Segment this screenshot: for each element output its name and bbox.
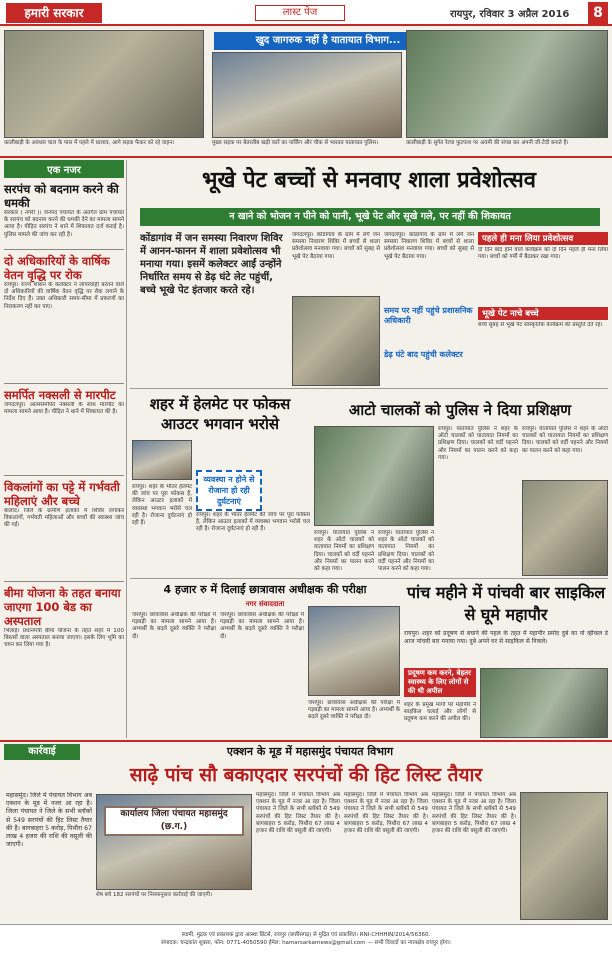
section-divider — [0, 156, 612, 158]
bottom-photo — [520, 792, 608, 920]
side-box-head: भूखे पेट नाचे बच्चे — [478, 307, 608, 320]
exam-body: जशपुर। छात्रावास अधीक्षक की परीक्षा में गड़बड़ी का मामला सामने आया है। अभ्यर्थी के बदले दूसरे व्यक्ति ने परीक्षा दी। — [308, 700, 400, 721]
auto-body: रायपुर। यातायात पुलिस ने शहर के ऑटो चालकों को यातायात नियमों का प्रशिक्षण दिया। चालकों को वर्दी पहनने और नियमों का पालन करने को कहा गया। — [438, 426, 518, 461]
traffic-photo-3 — [406, 30, 608, 138]
office-signboard: कार्यालय जिला पंचायत महासमुंद (छ.ग.) — [104, 806, 244, 836]
masthead: हमारी सरकार — [6, 3, 102, 23]
bottom-body: महासमुंद। जिले में पंचायत विभाग अब एक्शन के मूड में नजर आ रहा है। जिला पंचायत ने जिले के सभी ब्लॉकों से 549 सरपंचों की हिट लिस्ट तैयार की है। बागबाहरा 5 करोड़, पिथौरा 67 लाख 4 हजार की राशि की वसूली की जाएगी। — [432, 792, 516, 835]
sidebar-body: रायपुर। राज्य शासन के कलेक्टर ने लापरवाही बरतने वाले दो अधिकारियों की वार्षिक वेतन वृद्धि पर रोक लगाने के निर्देश दिए हैं। उक्त अधिकारी समय-सीमा में प्रकरणों का निराकरण नहीं कर पाए। — [4, 282, 124, 310]
bottom-headline: साढ़े पांच सौ बकाएदार सरपंचों की हिट लिस्ट तैयार — [129, 764, 483, 786]
mayor-box — [404, 668, 476, 697]
mayor-box-head: प्रदूषण कम करने, बेहतर स्वास्थ्य के लिए लोगों से की थी अपील — [404, 668, 476, 697]
divider — [4, 249, 124, 250]
sidebar-headline: समर्पित नक्सली से मारपीट — [4, 388, 116, 402]
mayor-lede: रायपुर। शहर को प्रदूषण से बचाने की पहल के तहत में महापौर प्रमोद दुबे का नो व्हीकल डे आज पांचवी बार मनाया गया। दुबे अपने घर से साइकिल से निकले। — [404, 630, 608, 645]
imprint-line: स्वामी, मुद्रक एवं प्रकाशक द्वारा आस्था प्रिंटर्स, रायपुर (छत्तीसगढ़) से मुद्रित एवं प्रकाशित। RNI-CHHHIN/2014/56360. — [181, 932, 431, 938]
helmet-bubble: व्यवस्था न होने से रोजाना हो रही दुर्घटनाएं — [196, 470, 262, 511]
photo-caption-2: मुख्य सड़क पर बेतरतीब खड़ी कारें का पार्किंग और चौक से भारतत यातायात पुलिस। — [212, 140, 379, 146]
auto-photo — [314, 426, 434, 526]
sidebar-tag: एक नजर — [4, 160, 124, 178]
lead-photo — [292, 296, 380, 386]
sidebar-headline: दो अधिकारियों के वार्षिक वेतन वृद्धि पर रोक — [4, 254, 110, 282]
auto-headline: आटो चालकों को पुलिस ने दिया प्रशिक्षण — [348, 401, 572, 419]
auto-body: रायपुर। यातायात पुलिस ने शहर के ऑटो चालकों को यातायात नियमों का प्रशिक्षण दिया। चालकों को वर्दी पहनने और नियमों का पालन करने को कहा गया। — [314, 530, 374, 573]
lead-body: जगदलपुर। कोंडागांव के ग्राम में लगे जन समस्या निवारण शिविर में बच्चों से शाला प्रवेशोत्सव मनवाया गया। बच्चों को सुबह से भूखे पेट बैठाया गया। — [292, 232, 380, 260]
exam-body: जशपुर। छात्रावास अधीक्षक की परीक्षा में गड़बड़ी का मामला सामने आया है। अभ्यर्थी के बदले दूसरे व्यक्ति ने परीक्षा दी। — [132, 612, 216, 640]
sidebar-headline: विकलांगों का पट्टे में गर्भवती महिलाएं और बच्चे — [4, 480, 120, 508]
lead-midhead: समय पर नहीं पहुंचे प्रशासनिक अधिकारी — [384, 306, 473, 325]
sidebar-body: सरकार ( नगरी )। जनपद पंचायत के अंतर्गत ग्राम पंचायत के सरपंच को बदनाम करने की धमकी देने का मामला सामने आया है। पीड़ित सरपंच ने थाने में शिकायत दर्ज कराई है। पुलिस मामले की जांच कर रही है। — [4, 210, 124, 238]
helmet-body: रायपुर। शहर के भीतर हेलमेट की जांच पर पूरा फोकस है, लेकिन आउटर इलाकों में व्यवस्था भगवान भरोसे चल रही है। रोजाना दुर्घटनाएं हो रही हैं। — [132, 484, 192, 527]
page-number: 8 — [588, 2, 608, 24]
section-divider — [0, 740, 612, 742]
bottom-tag: कार्रवाई — [4, 744, 80, 760]
column-rule — [126, 160, 127, 738]
dateline: रायपुर, रविवार 3 अप्रैल 2016 — [450, 9, 570, 20]
sidebar-headline: सरपंच को बदनाम करने की धमकी — [4, 182, 119, 210]
traffic-photo-1 — [4, 30, 204, 138]
side-box-head: पहले ही मना लिया प्रवेशोत्सव — [478, 232, 608, 245]
traffic-photo-2 — [212, 52, 402, 138]
lead-subhead: न खाने को भोजन न पीने को पानी, भूखे पेट और सूखे गले, पर नहीं की शिकायत — [140, 208, 600, 226]
divider — [4, 475, 124, 476]
side-box-body: दो दिन बाद होने वाले कार्यक्रम को दो दिन पहले ही मना लिया गया। बच्चों को गर्मी में बैठाकर रखा गया। — [478, 247, 608, 261]
mayor-body: शहर के प्रमुख मार्गों पर महापौर ने साइकिल चलाई और लोगों से प्रदूषण कम करने की अपील की। — [404, 702, 476, 723]
page-label: लास्ट पेज — [255, 5, 345, 21]
sidebar-body: जगदलपुर। आत्मसमर्पित नक्सली के साथ मारपीट का मामला सामने आया है। पीड़ित ने थाने में शिकायत की है। — [4, 402, 124, 416]
sidebar-body: बालोद। जिले के ग्रामीण इलाकों में शिविर लगाकर विकलांगों, गर्भवती महिलाओं और बच्चों की स्वास्थ्य जांच की गई। — [4, 508, 124, 529]
helmet-headline: शहर में हेलमेट पर फोकस आउटर भगवान भरोसे — [149, 395, 291, 433]
lead-midhead: डेढ़ घंटे बाद पहुंची कलेक्टर — [384, 350, 463, 359]
mayor-headline: पांच महीने में पांचवी बार साइकिल से घूमे महापौर — [406, 583, 606, 624]
sidebar-headline: बीमा योजना के तहत बनाया जाएगा 100 बेड का अस्पताल — [4, 586, 121, 628]
lead-side-box — [478, 232, 608, 382]
helmet-body: रायपुर। शहर के भीतर हेलमेट की जांच पर पूरा फोकस है, लेकिन आउटर इलाकों में व्यवस्था भगवान भरोसे चल रही है। रोजाना दुर्घटनाएं हो रही हैं। — [196, 512, 310, 533]
bottom-kicker: एक्शन के मूड में महासमुंद पंचायत विभाग — [226, 745, 394, 758]
bottom-body: महासमुंद। जिले में पंचायत विभाग अब एक्शन के मूड में नजर आ रहा है। जिला पंचायत ने जिले के सभी ब्लॉकों से 549 सरपंचों की हिट लिस्ट तैयार की है। बागबाहरा 5 करोड़, पिथौरा 67 लाख 4 हजार की राशि की वसूली की जाएगी। — [256, 792, 340, 835]
imprint-line: संपादक: चन्द्रकांत शुक्ला, फोन: 0771-4050590 ईमेल: hamarsarkarnews@gmail.com — सभी विवादों का न्यायक्षेत्र रायपुर होगा। — [161, 940, 451, 946]
traffic-banner: खुद जागरुक नहीं है यातायात विभाग... — [214, 32, 442, 50]
lead-body: जगदलपुर। कोंडागांव के ग्राम में लगे जन समस्या निवारण शिविर में बच्चों से शाला प्रवेशोत्सव मनवाया गया। बच्चों को सुबह से भूखे पेट बैठाया गया। — [384, 232, 474, 260]
helmet-photo — [132, 440, 192, 480]
bottom-caption: शेष बचे 182 सरपंचों पर नियमानुसार कार्रवाई की जाएगी। — [96, 892, 213, 898]
auto-body: रायपुर। यातायात पुलिस ने शहर के ऑटो चालकों को यातायात नियमों का प्रशिक्षण दिया। चालकों को वर्दी पहनने और नियमों का पालन करने को कहा गया। — [522, 426, 608, 454]
sidebar-body: भिलाई। प्रधानमंत्री बीमा योजना के तहत शहर में 100 बिस्तरों वाला अस्पताल बनाया जाएगा। इसके लिए भूमि का चयन कर लिया गया है। — [4, 628, 124, 649]
news-sidebar — [4, 160, 124, 740]
bottom-body: महासमुंद। जिले में पंचायत विभाग अब एक्शन के मूड में नजर आ रहा है। जिला पंचायत ने जिले के सभी ब्लॉकों से 549 सरपंचों की हिट लिस्ट तैयार की है। बागबाहरा 5 करोड़, पिथौरा 67 लाख 4 हजार की राशि की वसूली की जाएगी। — [344, 792, 428, 835]
side-box-body: बच्चे सुबह से भूखे पेट सांस्कृतिक कार्यक्रम की प्रस्तुति देते रहे। — [478, 322, 603, 328]
lead-headline: भूखे पेट बच्चों से मनवाए शाला प्रवेशोत्सव — [202, 168, 536, 193]
divider — [130, 578, 608, 579]
exam-photo — [308, 606, 400, 696]
divider — [4, 581, 124, 582]
mayor-cycle-photo — [480, 668, 608, 738]
auto-body: रायपुर। यातायात पुलिस ने शहर के ऑटो चालकों को यातायात नियमों का प्रशिक्षण दिया। चालकों को वर्दी पहनने और नियमों का पालन करने को कहा गया। — [378, 530, 434, 573]
lead-pullquote: कोंडागांव में जन समस्या निवारण शिविर में आनन-फानन में शाला प्रवेशोत्सव भी मनाया गया। इसमें कलेक्टर आईं उन्होंने निर्धारित समय से डेढ़ घंटे लेट पहुंचीं, बच्चे भूखे पेट इंतजार करते रहे। — [140, 233, 283, 296]
imprint-footer — [0, 924, 612, 960]
auto-photo-2 — [522, 480, 608, 576]
exam-tag: नगर संवाददाता — [245, 600, 285, 608]
photo-caption-1: कालीबाड़ी के अवधस चाल के पास में पहले में धालाव, आगे सड़क फैकर को रहे वाहन। — [4, 140, 175, 146]
divider — [4, 383, 124, 384]
divider — [130, 388, 608, 389]
exam-body: जशपुर। छात्रावास अधीक्षक की परीक्षा में गड़बड़ी का मामला सामने आया है। अभ्यर्थी के बदले दूसरे व्यक्ति ने परीक्षा दी। — [220, 612, 304, 640]
bottom-body: महासमुंद। जिले में पंचायत विभाग अब एक्शन के मूड में नजर आ रहा है। जिला पंचायत ने जिले के सभी ब्लॉकों से 549 सरपंचों की हिट लिस्ट तैयार की है। बागबाहरा 5 करोड़, पिथौरा 67 लाख 4 हजार की राशि की वसूली की जाएगी। — [6, 792, 92, 849]
photo-caption-3: कालीबाड़ी के सुगेत रेल्वा फुटपाथ पर अवमी की संपन्न कर अपनी जी-टैदी बनाते हैं। — [406, 140, 569, 146]
exam-headline: 4 हजार रु में दिलाई छात्रावास अधीक्षक की परीक्षा — [163, 583, 367, 596]
